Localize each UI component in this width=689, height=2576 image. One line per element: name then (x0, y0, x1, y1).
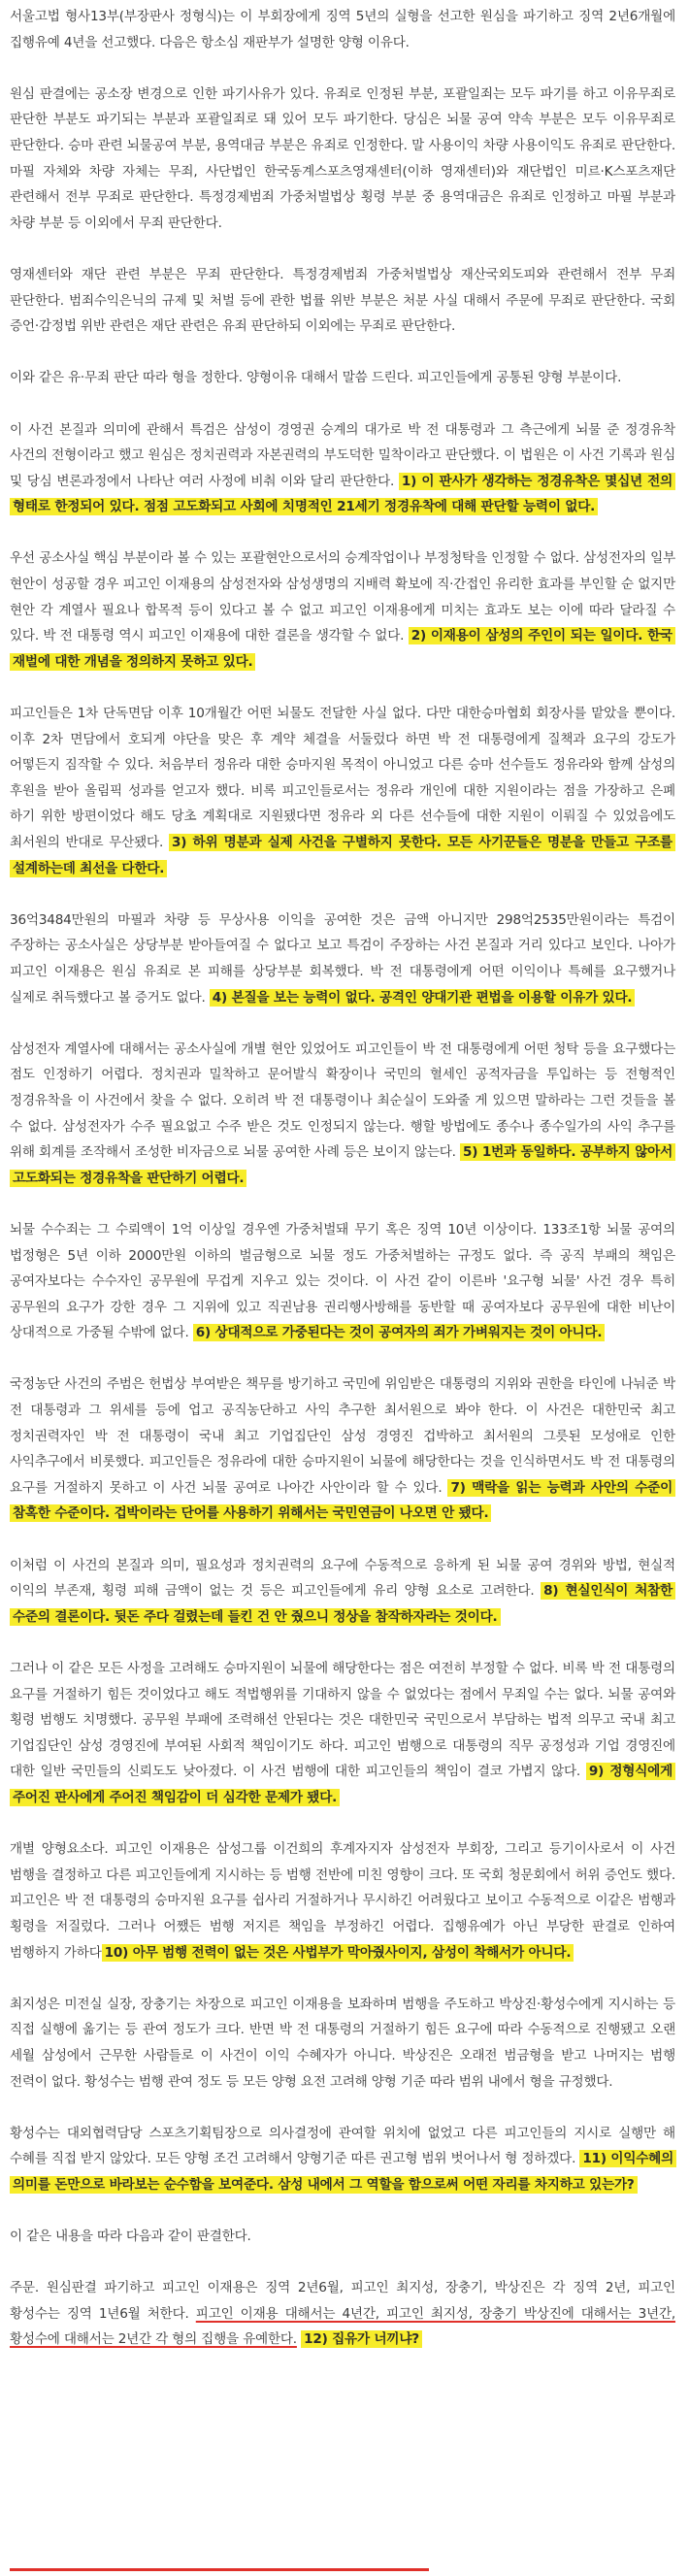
comment-line: 겁박이라는 단어를 사용하기 위해서는 국민연금이 나오면 안 됐다. (114, 1505, 489, 1522)
article-paragraph (10, 1371, 675, 1527)
comment-line: 7) 맥락을 읽는 능력과 사안의 수준이 참혹한 수준이다. (13, 1479, 673, 1522)
paragraph-text: 최지성은 미전실 실장, 장충기는 차장으로 피고인 이재용을 보좌하며 범행을 주도하고 박상진·황성수에게 지시하는 등 직접 실행에 옮기는 등 관여 정도가 크다. 반면 박 전 대통령의 거절하기 힘든 요구에 따라 수동적으로 진행됐고 오랜 세월 삼성에서 근무한 사람들로 이 사건이 이익 수혜자가 아니다. 박상진은 오래전 범금형을 받고 나머지는 범행 전력이 없다. 황성수는 범행 관여 정도 등 모든 양형 요전 고려해 양형 기준 따라 범위 내에서 형을 규정했다. (10, 1996, 675, 2090)
comment-line: 12) 집유가 너끼냐? (304, 2331, 419, 2348)
paragraph-text: 개별 양형요소다. 피고인 이재용은 삼성그룹 이건희의 후계자지자 삼성전자 부회장, 그리고 등기이사로서 이 사건 범행을 결정하고 다른 피고인들에게 지시하는 등 범행 전반에 미친 영향이 크다. 또 국회 청문회에서 허위 증언도 했다. 피고인은 박 전 대통령의 승마지원 요구를 쉽사리 거절하거나 무시하긴 어려웠다고 보이고 수동적으로 이같은 범행과 횡령을 저질렀다. 그러나 어쨌든 범행 저지른 책임을 부정하긴 어렵다. 집행유예가 아닌 부당한 판결로 인하여 범행하지 가하다 (10, 1841, 675, 1961)
article-paragraph (10, 262, 675, 340)
article-paragraph (10, 1553, 675, 1631)
highlighted-comment (210, 989, 636, 1007)
article-paragraph (10, 1992, 675, 2095)
article-paragraph (10, 2121, 675, 2198)
article-paragraph (10, 365, 675, 391)
comment-line: 삼성 내에서 그 역할을 함으로써 어떤 자리를 차지하고 있는가? (278, 2176, 635, 2193)
comment-line: 8) 현실인식이 처참한 수준의 결론이다. (13, 1583, 673, 1625)
article-paragraph (10, 4, 675, 55)
paragraph-text: 서울고법 형사13부(부장판사 정형식)는 이 부회장에게 징역 5년의 실형을 선고한 원심을 파기하고 징역 2년6개월에 집행유예 4년을 선고했다. 다음은 항소심 재판부가 설명한 양형 이유다. (10, 9, 675, 50)
red-underline-rule (10, 2568, 429, 2571)
comment-line: 모든 사기꾼들은 명분을 만들고 구조를 설계하는데 최선을 다한다. (13, 835, 673, 876)
highlighted-comment (193, 1324, 606, 1341)
paragraph-text: 황성수는 대외협력담당 스포츠기획팀장으로 의사결정에 관여할 위치에 없었고 다른 피고인들의 지시로 실행만 해 수혜를 직접 받지 않았다. 모든 양형 조건 고려해서 양형기준 따른 권고형 범위 벗어나서 형 정하겠다. (10, 2125, 675, 2167)
paragraph-text: 국정농단 사건의 주범은 헌법상 부여받은 책무를 방기하고 국민에 위임받은 대통령의 지위와 권한을 타인에 나눠준 박 전 대통령과 그 위세를 등에 업고 공직농단하고 사익 추구한 최서원으로 봐야 한다. 이 사건은 대한민국 최고 정치권력자인 박 전 대통령이 국내 최고 기업집단인 삼성 경영진 겁박하고 최서원의 그릇된 모성애로 인한 사익추구에서 비롯했다. 피고인들은 정유라에 대한 승마지원이 뇌물에 해당한다는 것을 인식하면서도 박 전 대통령의 요구를 거절하지 못하고 이 사건 뇌물 공여로 나아간 사안이라 할 수 있다. (10, 1376, 675, 1496)
paragraph-text: 36억3484만원의 마필과 차량 등 무상사용 이익을 공여한 것은 금액 아니지만 298억2535만원이라는 특검이 주장하는 공소사실은 상당부분 받아들여질 수 없다고 보고 특검이 주장하는 사건 본질과 거리 있다고 보인다. 나아가 피고인 이재용은 원심 유죄로 본 피해를 상당부분 회복했다. 박 전 대통령에게 어떤 이익이나 특혜를 요구했거나 실제로 취득했다고 볼 증거도 없다. (10, 911, 675, 1006)
comment-line: 점점 고도화되고 사회에 치명적인 21세기 정경유착에 대해 판단할 능력이 없다. (143, 499, 596, 515)
paragraph-text: 이 사건 본질과 의미에 관해서 특검은 삼성이 경영권 승계의 대가로 박 전 대통령과 그 측근에게 뇌물 준 정경유착 사건의 전형이라고 했고 원심은 정치권력과 자본권력의 부도덕한 밀착이라고 판단했다. 이 법원은 이 사건 기록과 원심 및 당심 변론과정에서 나타난 여러 사정에 비춰 이와 달리 판단한다. (10, 421, 675, 489)
article-paragraph (10, 701, 675, 881)
highlighted-comment (301, 2330, 422, 2348)
article-paragraph (10, 82, 675, 237)
paragraph-text: 이 같은 내용을 따라 다음과 같이 판결한다. (10, 2229, 251, 2245)
article-paragraph (10, 908, 675, 1010)
comment-line: 2) 이재용이 삼성의 주인이 되는 일이다. (410, 628, 643, 644)
article-paragraph (10, 1836, 675, 1965)
paragraph-text: 이와 같은 유·무죄 판단 따라 형을 정한다. 양형이유 대해서 말씀 드린다. 피고인들에게 공통된 양형 부분이다. (10, 370, 622, 386)
paragraph-text: 영재센터와 재단 관련 부분은 무죄 판단한다. 특정경제범죄 가중처벌법상 재산국외도피와 관련해서 전부 무죄 판단한다. 범죄수익은닉의 규제 및 처벌 등에 관한 법률 위반 부분은 처분 사실 대해서 주문에 무죄로 판단한다. 국회 증언·감정법 위반 관련은 재단 관련은 유죄 판단하되 이외에는 무죄로 판단한다. (10, 266, 675, 335)
comment-line: 10) 아무 범행 전력이 없는 것은 사법부가 막아줬사이지, 삼성이 착해서가 아니다. (104, 1944, 572, 1961)
comment-line: 6) 상대적으로 가중된다는 것이 공여자의 죄가 가벼워지는 것이 아니다. (195, 1325, 603, 1341)
comment-line: 4) 본질을 보는 능력이 없다. 공격인 양대기관 편법을 이용할 이유가 있다. (212, 989, 633, 1006)
highlighted-comment (102, 1944, 574, 1962)
paragraph-text: 이처럼 이 사건의 본질과 의미, 필요성과 정치권력의 요구에 수동적으로 응하게 된 뇌물 공여 경위와 방법, 현실적 이익의 부존재, 횡령 피해 금액이 없는 것 등은 피고인들에게 유리 양형 요소로 고려한다. (10, 1557, 675, 1600)
paragraph-text: 우선 공소사실 핵심 부분이라 볼 수 있는 포괄현안으로서의 승계작업이나 부정청탁을 인정할 수 없다. 삼성전자의 일부 현안이 성공할 경우 피고인 이재용의 삼성전자와 삼성생명의 지배력 확보에 직·간접인 유리한 효과를 부인할 순 없지만 현안 각 계열사 필요나 합목적 등이 있다고 볼 수 없고 피고인 이재용에게 미치는 효과도 보는 이에 따라 달라질 수 있다. 박 전 대통령 역시 피고인 이재용에 대한 결론을 생각할 수 없다. (10, 550, 675, 644)
article-paragraph (10, 1656, 675, 1811)
article-paragraph (10, 1037, 675, 1192)
comment-line: 1) 이 판사가 생각하는 정경유착은 몇십년 전의 형태로 한정되어 있다. (13, 473, 673, 515)
comment-line: 3) 하위 명분과 실제 사건을 구별하지 못한다. (171, 835, 442, 850)
comment-line: 뒷돈 주다 걸렸는데 들킨 건 안 줬으니 정상을 참작하자라는 것이다. (114, 1608, 498, 1625)
article-paragraph (10, 417, 675, 520)
underlined-sentence: 피고인 이재용 대해서는 4년간, 피고인 최지성, 장충기 박상진에 대해서는 3년간, 황성수에 대해서는 2년간 각 형의 집행을 유예한다. (10, 2305, 676, 2348)
paragraph-text: 그러나 이 같은 모든 사정을 고려해도 승마지원이 뇌물에 해당한다는 점은 여전히 부정할 수 없다. 비록 박 전 대통령의 요구를 거절하기 힘든 것이었다고 해도 적법행위를 기대하지 않을 수 없었다는 점에서 무죄일 수는 없다. 뇌물 공여와 횡령 범행도 치명했다. 공무원 부패에 조력해선 안된다는 것은 대한민국 국민으로서 부담하는 법적 의무고 국내 최고 기업집단인 삼성 경영진에 부여된 사회적 책임이기도 하다. 피고인 범행으로 대통령의 직무 공정성과 기업 경영진에 대한 일반 국민들의 신뢰도도 낮아졌다. 이 사건 범행에 대한 피고인들의 책임이 결코 가볍지 않다. (10, 1661, 675, 1780)
paragraph-text: 뇌물 수수죄는 그 수뢰액이 1억 이상일 경우엔 가중처벌돼 무기 혹은 징역 10년 이상이다. 133조1항 뇌물 공여의 법정형은 5년 이하 2000만원 이하의 벌금형으로 뇌물 정도 가중처벌하는 규정도 없다. 즉 공직 부패의 책임은 공여자보다는 수수자인 공무원에 무겁게 지우고 있는 것이다. 이 사건 같이 이른바 '요구형 뇌물' 사건 경우 특히 공무원의 요구가 강한 경우 그 지위에 있고 직권남용 권리행사방해를 동반할 때 공여자보다 공무원에 대한 비난이 상대적으로 가중될 수밖에 없다. (10, 1221, 675, 1341)
article-paragraph (10, 2275, 675, 2353)
article-paragraph (10, 2224, 675, 2250)
paragraph-text: 삼성전자 계열사에 대해서는 공소사실에 개별 현안 있었어도 피고인들이 박 전 대통령에게 어떤 청탁 등을 요구했다는 점도 인정하기 어렵다. 정치권과 밀착하고 문어발식 확장이나 국민의 혈세인 공적자금을 투입하는 등 전형적인 정경유착을 이 사건에서 찾을 수 없다. 오히려 박 전 대통령이나 최순실이 도와줄 게 있으면 말하라는 그런 것들을 볼 수 없다. 삼성전자가 수주 필요없고 수주 받은 것도 인정되지 않는다. 행할 방법에도 종수나 종수일가의 사익 추구를 위해 회계를 조작해서 조성한 비자금으로 뇌물 공여한 사례 등은 보이지 않는다. (10, 1040, 675, 1161)
comment-line: 5) 1번과 동일하다. 공부하지 않아서 고도화되는 정경유착을 판단하기 어렵다. (13, 1144, 673, 1186)
article-paragraph (10, 1217, 675, 1346)
comment-line: 9) 정형식에게 주어진 판사에게 주어진 책임감이 더 심각한 문제가 됐다. (13, 1764, 673, 1805)
comment-line: 11) 이익수혜의 의미를 돈만으로 바라보는 순수함을 보여준다. (13, 2151, 674, 2193)
paragraph-text: 원심 판결에는 공소장 변경으로 인한 파기사유가 있다. 유죄로 인정된 부분, 포괄일죄는 모두 파기를 하고 이유무죄로 판단한 부분도 파기되는 부분과 포괄일죄로 돼 있어 모두 파기한다. 당심은 뇌물 공여 약속 부분은 모두 이유무죄로 판단한다. 승마 관련 뇌물공여 부분, 용역대금 부분은 유죄로 인정한다. 말 사용이익 차량 사용이익도 유죄로 판단한다. 마필 자체와 차량 자체는 무죄, 사단법인 한국동계스포츠영재센터(이하 영재센터)와 재단법인 미르·K스포츠재단 관련해서 전부 무죄로 판단한다. 특정경제범죄 가중처벌법상 횡령 부분 중 용역대금은 유죄로 인정하고 마필 부분과 차량 부분 등 이외에서 무죄 판단한다. (10, 85, 675, 231)
comment-line: 한국 재벌에 대한 개념을 정의하지 못하고 있다. (13, 628, 673, 670)
paragraph-text: 피고인들은 1차 단독면담 이후 10개월간 어떤 뇌물도 전달한 사실 없다. 다만 대한승마협회 회장사를 맡았을 뿐이다. 이후 2차 면담에서 호되게 야단을 맞은 후 계약 체결을 서둘렀다 하면 박 전 대통령에게 질책과 요구의 강도가 어떻든지 짐작할 수 있다. 처음부터 정유라 대한 승마지원 목적이 아니었고 다른 승마 선수들도 정유라와 함께 삼성의 후원을 받아 올림픽 성과를 얻고자 했다. 비록 피고인들로서는 정유라 개인에 대한 지원이라는 점을 가장하고 은폐 하기 위한 방편이었다 해도 당초 계획대로 지원됐다면 정유라 외 다른 선수들에 대한 지원이 이뤄질 수 있었음에도 최서원의 반대로 무산됐다. (10, 706, 675, 850)
article-paragraph (10, 545, 675, 675)
paragraph-text: 주문. 원심판결 파기하고 피고인 이재용은 징역 2년6월, 피고인 최지성, 장충기, 박상진은 각 징역 2년, 피고인 황성수는 징역 1년6월 처한다. (10, 2280, 675, 2322)
